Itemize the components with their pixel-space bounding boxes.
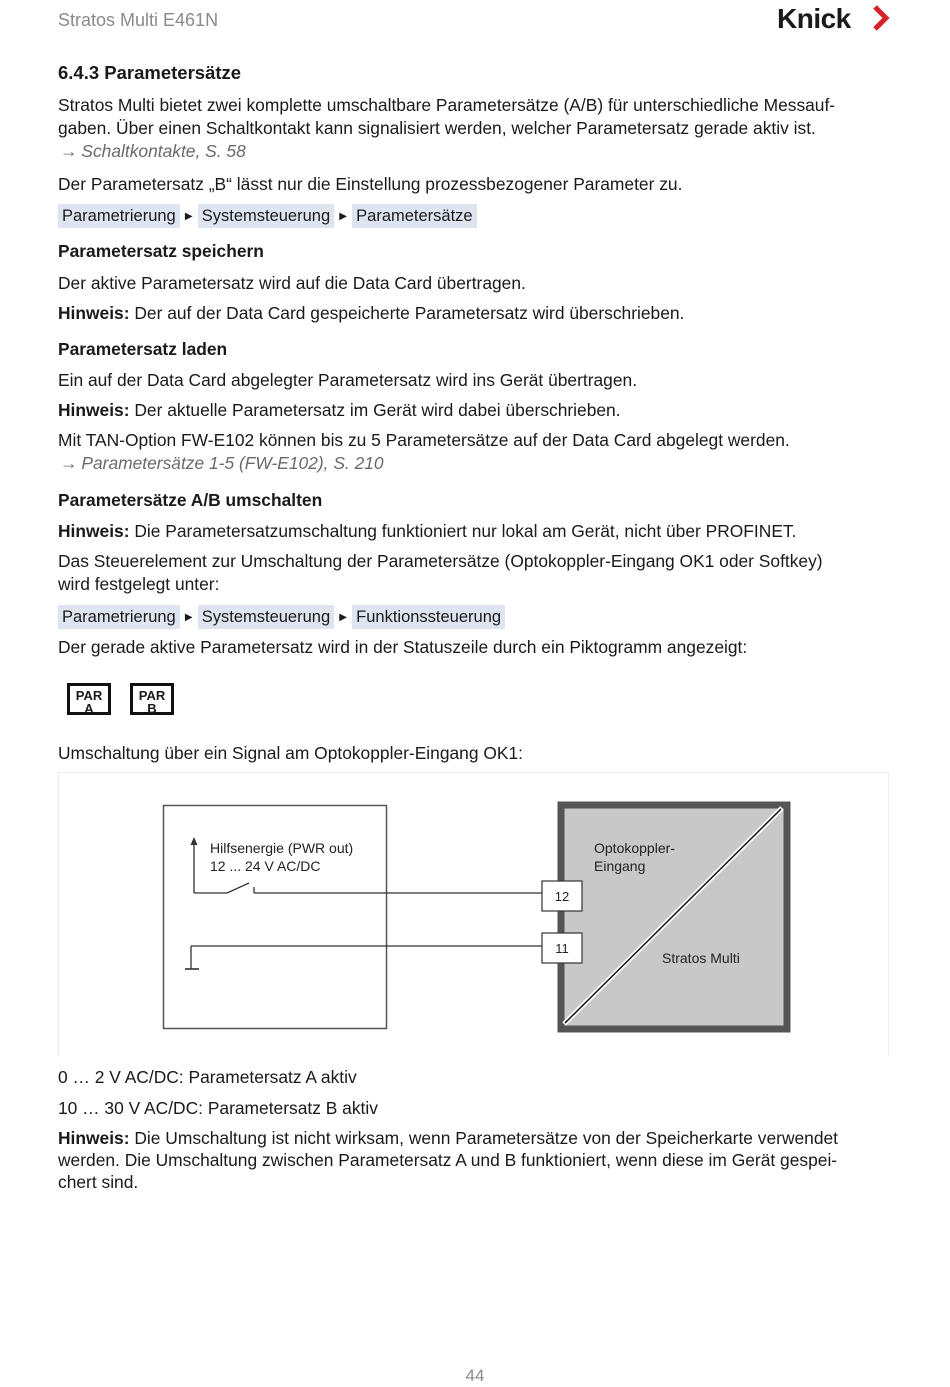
triangle-right-icon: ▶ bbox=[184, 210, 193, 222]
menu-path-parametersaetze bbox=[58, 204, 477, 228]
process-params-note: Der Parametersatz „B“ lässt nur die Einstellung prozessbezogener Parameter zu. bbox=[58, 174, 683, 194]
range-a: 0 … 2 V AC/DC: Parametersatz A aktiv bbox=[58, 1067, 357, 1087]
device-label: Stratos Multi bbox=[662, 950, 740, 966]
par-b-icon bbox=[130, 683, 174, 715]
input-label-2: Eingang bbox=[594, 858, 646, 874]
triangle-right-icon: ▶ bbox=[339, 210, 347, 222]
final-hint bbox=[58, 1127, 890, 1193]
hint-text: Der auf der Data Card gespeicherte Parametersatz wird überschrieben. bbox=[134, 303, 685, 323]
status-text: Der gerade aktive Parametersatz wird in der Statuszeile durch ein Piktogramm angezeigt: bbox=[58, 637, 748, 657]
cross-reference-text: Parametersätze 1-5 (FW-E102), S. 210 bbox=[81, 453, 384, 473]
menu-chip: Parametrierung bbox=[58, 204, 180, 228]
pictogram-line: PAR bbox=[138, 688, 166, 703]
switch-hint bbox=[58, 520, 890, 543]
save-heading: Parametersatz speichern bbox=[58, 241, 264, 261]
chevron-right-icon bbox=[869, 4, 893, 32]
intro-paragraph bbox=[58, 94, 890, 163]
arrow-right-icon: → bbox=[60, 141, 78, 161]
pictogram-line: A bbox=[84, 701, 94, 716]
hint-label: Hinweis: bbox=[58, 400, 130, 420]
menu-chip: Parametrierung bbox=[58, 605, 180, 629]
load-hint bbox=[58, 399, 890, 422]
wiring-diagram bbox=[58, 772, 889, 1056]
intro-line-1: Stratos Multi bietet zwei komplette umschaltbare Parametersätze (A/B) für unterschiedliche Messauf- bbox=[58, 95, 836, 115]
final-hint-line-1: Die Umschaltung ist nicht wirksam, wenn Parametersätze von der Speicherkarte verwendet bbox=[134, 1128, 839, 1148]
range-b: 10 … 30 V AC/DC: Parametersatz B aktiv bbox=[58, 1098, 378, 1118]
menu-chip: Systemsteuerung bbox=[198, 204, 334, 228]
cross-reference-text: Schaltkontakte, S. 58 bbox=[81, 141, 246, 161]
control-line-1: Das Steuerelement zur Umschaltung der Parametersätze (Optokoppler-Eingang OK1 oder Softkey) bbox=[58, 551, 823, 571]
power-supply-box bbox=[164, 806, 387, 1029]
supply-label-2: 12 ... 24 V AC/DC bbox=[210, 858, 321, 874]
menu-chip: Funktionssteuerung bbox=[352, 605, 505, 629]
control-line-2: wird festgelegt unter: bbox=[58, 574, 220, 594]
supply-label-1: Hilfsenergie (PWR out) bbox=[210, 840, 354, 856]
hint-label: Hinweis: bbox=[58, 303, 130, 323]
tan-option-paragraph bbox=[58, 429, 890, 475]
load-text: Ein auf der Data Card abgelegter Parametersatz wird ins Gerät übertragen. bbox=[58, 370, 638, 390]
final-hint-line-2: werden. Die Umschaltung zwischen Parametersatz A und B funktioniert, wenn diese im Gerät gespei- bbox=[58, 1150, 838, 1170]
cross-reference-link[interactable] bbox=[58, 452, 890, 475]
brand-logo: Knick bbox=[777, 3, 851, 34]
final-hint-line-3: chert sind. bbox=[58, 1172, 139, 1192]
menu-chip: Systemsteuerung bbox=[198, 605, 334, 629]
cross-reference-link[interactable] bbox=[58, 140, 890, 163]
save-hint bbox=[58, 302, 890, 325]
hint-label: Hinweis: bbox=[58, 1128, 130, 1148]
wiring-diagram-svg bbox=[59, 773, 890, 1057]
intro-line-2: gaben. Über einen Schaltkontakt kann signalisiert werden, welcher Parametersatz gerade aktiv ist. bbox=[58, 118, 816, 138]
input-label-1: Optokoppler- bbox=[594, 840, 675, 856]
terminal-11-label: 11 bbox=[555, 941, 569, 956]
par-a-icon bbox=[67, 683, 111, 715]
pictogram-line: PAR bbox=[75, 688, 103, 703]
menu-path-funktionssteuerung bbox=[58, 605, 505, 629]
section-heading: 6.4.3 Parametersätze bbox=[58, 62, 242, 83]
document-title: Stratos Multi E461N bbox=[58, 10, 219, 30]
terminal-12-label: 12 bbox=[554, 889, 570, 904]
menu-chip: Parametersätze bbox=[352, 204, 476, 228]
triangle-right-icon: ▶ bbox=[339, 611, 347, 623]
hint-label: Hinweis: bbox=[58, 521, 130, 541]
save-text: Der aktive Parametersatz wird auf die Data Card übertragen. bbox=[58, 273, 526, 293]
arrow-right-icon: → bbox=[60, 453, 78, 473]
signal-text: Umschaltung über ein Signal am Optokoppler-Eingang OK1: bbox=[58, 743, 523, 763]
pictogram-line: B bbox=[147, 701, 157, 716]
hint-text: Der aktuelle Parametersatz im Gerät wird dabei überschrieben. bbox=[134, 400, 621, 420]
control-paragraph bbox=[58, 550, 890, 596]
switch-heading: Parametersätze A/B umschalten bbox=[58, 490, 323, 510]
triangle-right-icon: ▶ bbox=[184, 611, 193, 623]
page-number: 44 bbox=[465, 1366, 485, 1385]
hint-text: Die Parametersatzumschaltung funktioniert nur lokal am Gerät, nicht über PROFINET. bbox=[134, 521, 797, 541]
tan-text: Mit TAN-Option FW-E102 können bis zu 5 Parametersätze auf der Data Card abgelegt werden. bbox=[58, 430, 790, 450]
load-heading: Parametersatz laden bbox=[58, 339, 228, 359]
